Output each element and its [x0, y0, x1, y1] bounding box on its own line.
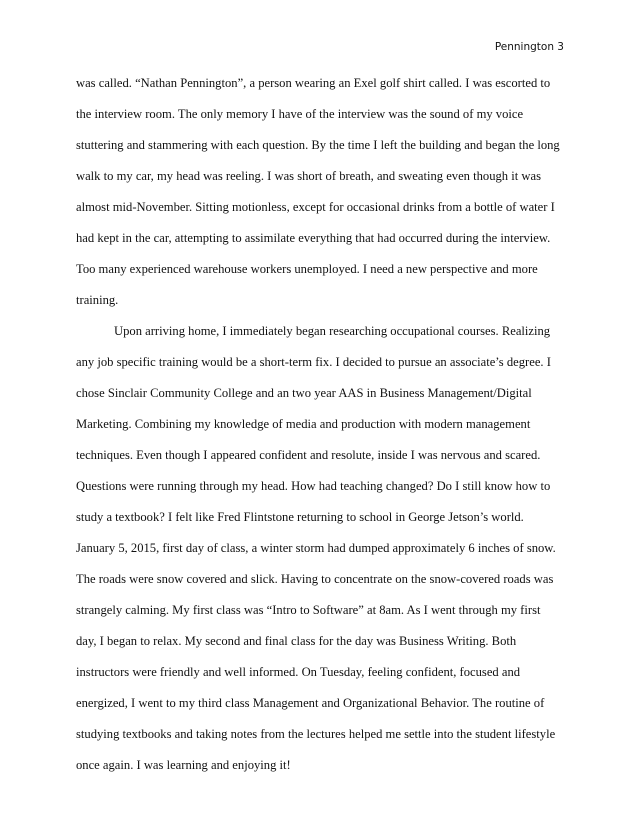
text-line: Too many experienced warehouse workers unemployed. I need a new perspective and more	[76, 262, 538, 276]
text-line: instructors were friendly and well informed. On Tuesday, feeling confident, focused and	[76, 665, 521, 679]
text-line: studying textbooks and taking notes from the lectures helped me settle into the student lifestyle	[76, 727, 556, 741]
text-line: stuttering and stammering with each question. By the time I left the building and began the long	[76, 138, 560, 152]
text-line: the interview room. The only memory I have of the interview was the sound of my voice	[76, 107, 524, 121]
text-line: Questions were running through my head. How had teaching changed? Do I still know how to	[76, 479, 551, 493]
body-text	[76, 68, 566, 781]
text-line: chose Sinclair Community College and an two year AAS in Business Management/Digital	[76, 386, 532, 400]
text-line: techniques. Even though I appeared confident and resolute, inside I was nervous and scared.	[76, 448, 541, 462]
text-line: Marketing. Combining my knowledge of media and production with modern management	[76, 417, 531, 431]
text-line: had kept in the car, attempting to assimilate everything that had occurred during the interview.	[76, 231, 551, 245]
text-line: The roads were snow covered and slick. Having to concentrate on the snow-covered roads was	[76, 572, 554, 586]
text-line: January 5, 2015, first day of class, a winter storm had dumped approximately 6 inches of snow.	[76, 541, 556, 555]
text-line: once again. I was learning and enjoying it!	[76, 758, 291, 772]
text-line: training.	[76, 293, 119, 307]
text-line: almost mid-November. Sitting motionless, except for occasional drinks from a bottle of water I	[76, 200, 555, 214]
running-head-page-number: Pennington 3	[494, 41, 564, 53]
text-line: day, I began to relax. My second and final class for the day was Business Writing. Both	[76, 634, 517, 648]
text-line: was called. “Nathan Pennington”, a person wearing an Exel golf shirt called. I was escorted to	[76, 76, 551, 90]
text-line: any job specific training would be a short-term fix. I decided to pursue an associate’s degree. I	[76, 355, 551, 369]
text-line: energized, I went to my third class Management and Organizational Behavior. The routine of	[76, 696, 545, 710]
text-line: study a textbook? I felt like Fred Flintstone returning to school in George Jetson’s world.	[76, 510, 524, 524]
paragraph-first-line: Upon arriving home, I immediately began researching occupational courses. Realizing	[114, 324, 551, 338]
text-line: walk to my car, my head was reeling. I was short of breath, and sweating even though it was	[76, 169, 541, 183]
text-line: strangely calming. My first class was “Intro to Software” at 8am. As I went through my first	[76, 603, 541, 617]
